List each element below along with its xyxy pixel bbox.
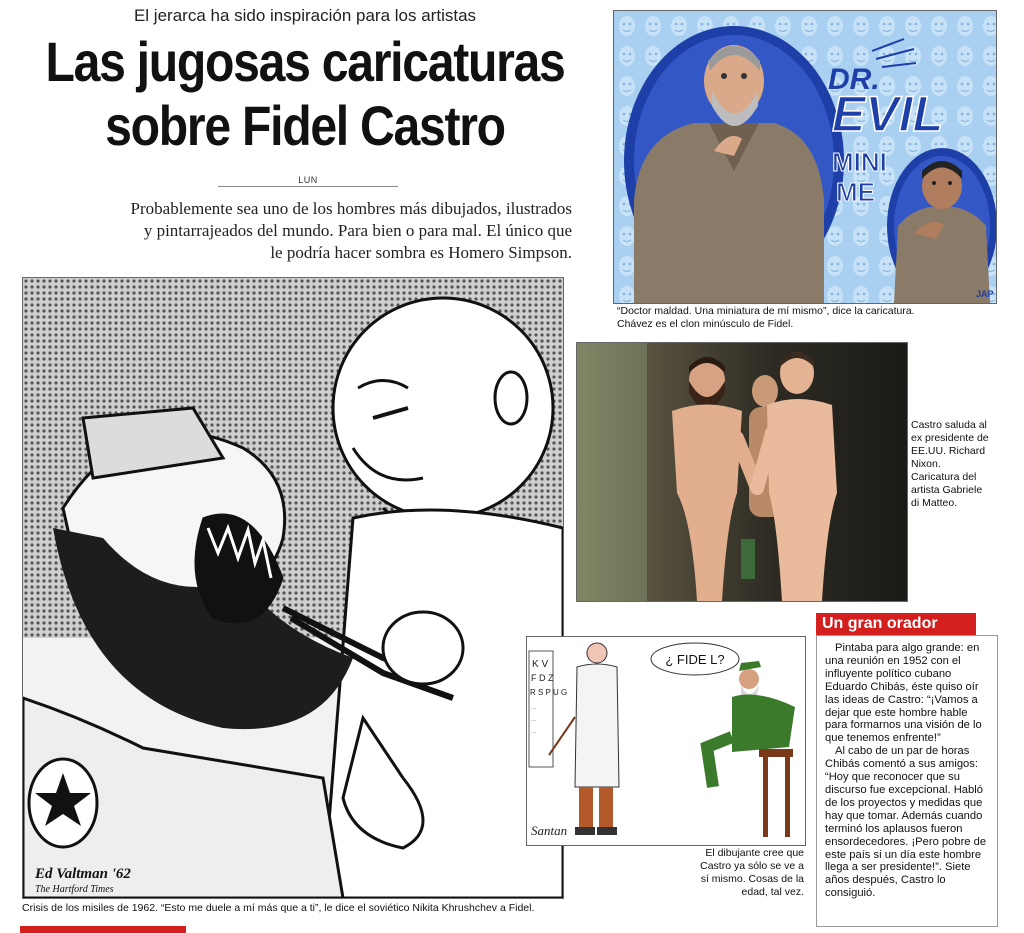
next-section-tab <box>20 926 186 933</box>
dr-evil-title-mini: MINI <box>832 147 887 177</box>
nixon-painting-image <box>576 342 908 602</box>
nixon-painting <box>577 343 907 601</box>
eye-chart-row: ... <box>531 705 537 711</box>
hartford-times-mark: The Hartford Times <box>35 884 114 895</box>
byline: LUN <box>298 175 318 185</box>
nixon-caption-line: ex presidente de <box>911 432 989 444</box>
dr-evil-caption <box>617 305 997 331</box>
eye-chart-caption <box>690 847 804 899</box>
santan-signature: Santan <box>531 823 568 838</box>
dr-evil-title-evil: EVIL <box>832 86 944 142</box>
nixon-caption-line: Castro saluda al <box>911 419 987 431</box>
eye-chart-cartoon <box>526 636 806 846</box>
nixon-caption <box>911 419 1011 510</box>
eye-chart-caption-line: El dibujante cree que <box>705 847 804 859</box>
dr-evil-title-dr: DR. <box>828 63 880 96</box>
byline-rule <box>218 186 398 187</box>
dr-evil-illustration <box>614 11 996 303</box>
missile-crisis-drawing <box>23 278 563 898</box>
dr-evil-caption-line-2: Chávez es el clon minúsculo de Fidel. <box>617 318 794 330</box>
lead-line-1: Probablemente sea uno de los hombres más dibujados, ilustrados <box>130 199 572 218</box>
nixon-caption-line: Caricatura del <box>911 471 977 483</box>
article-lead <box>20 198 572 264</box>
missile-crisis-cartoon <box>22 277 564 899</box>
eye-chart-caption-line: edad, tal vez. <box>741 886 804 898</box>
dr-evil-corner-mark: JAP <box>976 289 994 299</box>
sidebar-paragraph-1: Pintaba para algo grande: en una reunión en 1952 con el influyente político cubano Eduardo Chibás, éste quiso oír las ideas de Castro: “¡Vamos a dejar que este hombre hable para formarnos una visión de lo que tenemos enfrente!” <box>825 642 982 745</box>
eye-chart-drawing <box>527 637 805 845</box>
sidebar-box <box>816 635 998 927</box>
eye-chart-row: K V <box>532 659 549 670</box>
eye-chart-caption-line: Castro ya sólo se ve a <box>700 860 804 872</box>
dr-evil-caption-line-1: “Doctor maldad. Una miniatura de mí mismo”, dice la caricatura. <box>617 305 915 317</box>
sidebar-paragraph-2: Al cabo de un par de horas Chibás comentó a sus amigos: “Hoy que reconocer que su discurso fue excepcional. Habló de los proyectos y medidas que hay que tomar. Además cuando terminó los aplausos fueron ensordecedores. ¡Pero pobre de este país si un día este hombre llega a ser presidente!”. Siete años después, Castro lo consiguió. <box>825 745 987 900</box>
missile-crisis-caption: Crisis de los misiles de 1962. “Esto me duele a mí más que a ti”, le dice el soviético Nikita Khrushchev a Fidel. <box>22 902 535 914</box>
eye-chart-row: ... <box>531 729 537 735</box>
eye-chart-row: ... <box>531 717 537 723</box>
nixon-caption-line: Nixon. <box>911 458 941 470</box>
article-kicker: El jerarca ha sido inspiración para los artistas <box>133 6 477 25</box>
nixon-caption-line: artista Gabriele <box>911 484 983 496</box>
eye-chart-row: R S P U G <box>530 688 568 697</box>
dr-evil-image <box>613 10 997 304</box>
eye-chart-speech: ¿ FIDE L? <box>665 652 725 667</box>
sidebar-title: Un gran orador <box>816 613 976 635</box>
dr-evil-title-me: ME <box>836 177 875 207</box>
valtman-signature: Ed Valtman '62 <box>35 866 131 882</box>
nixon-caption-line: di Matteo. <box>911 497 958 509</box>
headline-line-1: Las jugosas caricaturas <box>45 30 565 93</box>
nixon-caption-line: EE.UU. Richard <box>911 445 986 457</box>
headline-line-2: sobre Fidel Castro <box>105 94 505 157</box>
lead-line-3: le podría hacer sombra es Homero Simpson. <box>270 243 572 262</box>
eye-chart-row: F D Z <box>531 673 554 683</box>
eye-chart-caption-line: sí mismo. Cosas de la <box>700 873 804 885</box>
lead-line-2: y pintarrajeados del mundo. Para bien o para mal. El único que <box>143 221 572 240</box>
article-headline <box>43 30 568 158</box>
